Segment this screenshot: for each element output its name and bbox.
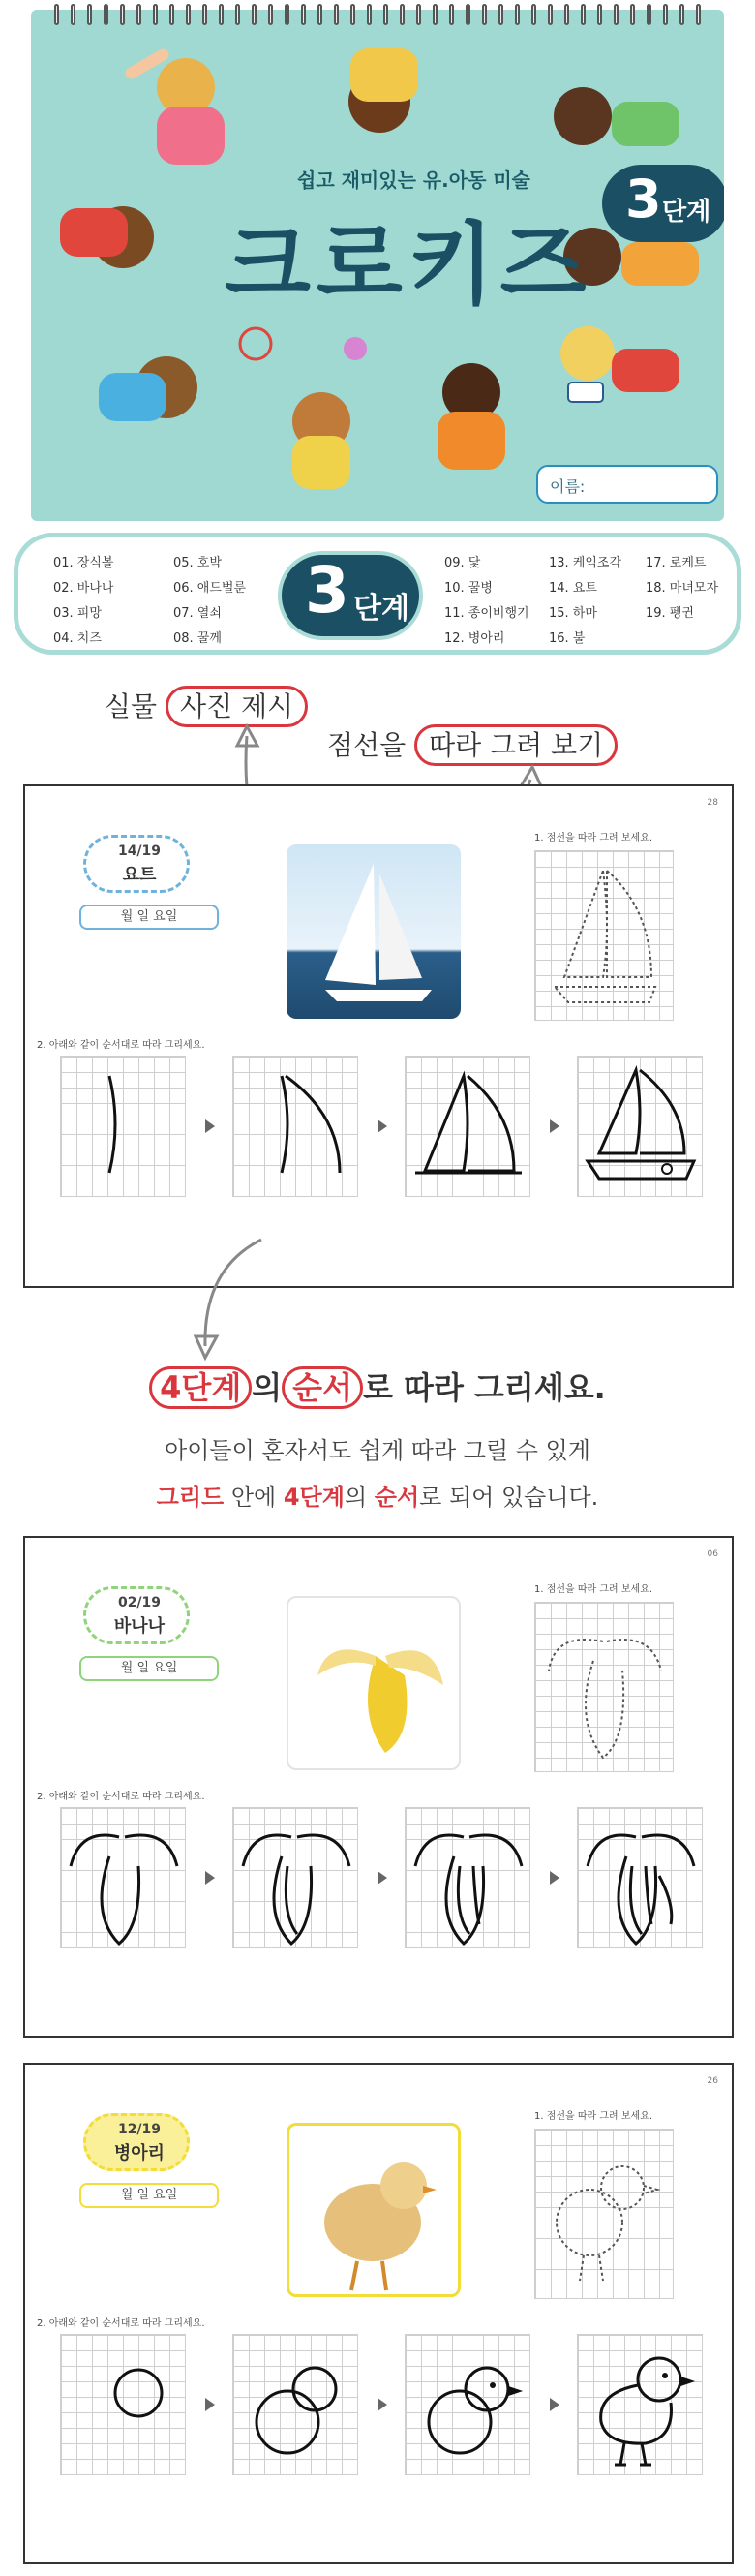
item-name: 병아리 [113, 2143, 166, 2163]
index-item: 08. 꿀께 [173, 631, 222, 646]
flower-doodle [344, 337, 367, 360]
index-item: 02. 바나나 [53, 581, 114, 596]
title-cloud [83, 2113, 190, 2171]
contents-index [14, 533, 741, 655]
step-grid-4[interactable] [577, 1056, 703, 1197]
index-column-2 [173, 551, 246, 652]
step-grid-1[interactable] [60, 1056, 186, 1197]
step-number: 3 [625, 169, 662, 230]
page-number: 06 [707, 1549, 718, 1559]
index-item: 17. 로케트 [646, 556, 707, 570]
highlight-grid: 그리드 [156, 1484, 225, 1511]
item-number: 12/19 [117, 2122, 162, 2137]
heading-text: 의 [252, 1369, 283, 1406]
index-item: 10. 꿀병 [444, 581, 493, 596]
step-grid-4[interactable] [577, 2334, 703, 2475]
yacht-icon [287, 844, 461, 1019]
instruction-trace: 1. 점선을 따라 그려 보세요. [534, 1584, 653, 1595]
step-arrow [205, 1871, 215, 1885]
step-label: 단계 [662, 198, 711, 227]
highlight-order: 순서 [374, 1484, 420, 1511]
step-grid-4[interactable] [577, 1807, 703, 1948]
step-2-drawing [233, 1808, 359, 1949]
index-item: 03. 피망 [53, 606, 102, 621]
step-arrow [378, 1871, 387, 1885]
step-arrow [378, 2398, 387, 2411]
date-field: 월 일 요일 [79, 1656, 219, 1681]
car-doodle [568, 383, 603, 402]
yacht-photo [287, 844, 461, 1019]
annotation-photo-circled: 사진 제시 [166, 686, 308, 727]
index-item: 05. 호박 [173, 556, 222, 570]
annotation-trace-circled: 따라 그려 보기 [414, 724, 618, 766]
cover-title: 크로키즈 [225, 213, 592, 317]
line2-text: 안에 [224, 1484, 284, 1511]
index-item: 18. 마녀모자 [646, 581, 719, 596]
line2-text-rest: 로 되어 있습니다. [419, 1484, 599, 1511]
trace-grid[interactable] [534, 2129, 674, 2299]
index-item: 12. 병아리 [444, 631, 505, 646]
index-item: 04. 치즈 [53, 631, 102, 646]
index-item: 15. 하마 [549, 606, 597, 621]
step-arrow [378, 1119, 387, 1133]
worksheet-chick [23, 2063, 734, 2564]
line2-text: 의 [344, 1484, 375, 1511]
index-item: 19. 펭귄 [646, 606, 694, 621]
annotation-trace-plain: 점선을 [327, 729, 407, 761]
heading-highlight-order: 순서 [282, 1366, 363, 1409]
annotation-photo-plain: 실물 [105, 690, 158, 722]
step-4-drawing [578, 1808, 704, 1949]
kid-illustration [348, 48, 418, 133]
highlight-step: 4단계 [283, 1484, 345, 1511]
middle-line-2 [0, 1478, 755, 1512]
cover-subtitle: 쉽고 재미있는 유.아동 미술 [297, 169, 531, 192]
banana-photo [287, 1596, 461, 1770]
step-grid-3[interactable] [405, 1807, 530, 1948]
index-column-4 [549, 551, 621, 652]
chick-photo [287, 2123, 461, 2297]
title-cloud [83, 835, 190, 893]
kid-illustration [292, 392, 350, 489]
spiral-binding [31, 4, 724, 29]
index-item: 06. 애드벌룬 [173, 581, 247, 596]
date-field: 월 일 요일 [79, 2183, 219, 2208]
step-grid-2[interactable] [232, 1807, 358, 1948]
step-grid-2[interactable] [232, 2334, 358, 2475]
worksheet-banana [23, 1536, 734, 2038]
step-arrow [550, 1871, 559, 1885]
kid-illustration [438, 363, 505, 470]
index-item: 01. 장식볼 [53, 556, 114, 570]
index-item: 16. 불 [549, 631, 586, 646]
index-item: 07. 열쇠 [173, 606, 222, 621]
kid-illustration [99, 356, 197, 421]
step-grid-3[interactable] [405, 2334, 530, 2475]
name-field: 이름: [536, 465, 718, 504]
step-arrow [550, 2398, 559, 2411]
chick-icon [289, 2126, 461, 2297]
middle-heading [0, 1364, 755, 1408]
step-3-drawing [406, 1057, 531, 1198]
index-column-1 [53, 551, 113, 652]
step-2-drawing [233, 1057, 359, 1198]
index-step-number: 3 [305, 553, 349, 628]
kid-illustration [123, 46, 225, 165]
index-item: 13. 케익조각 [549, 556, 622, 570]
trace-grid[interactable] [534, 1602, 674, 1772]
item-number: 14/19 [117, 843, 162, 859]
step-arrow [550, 1119, 559, 1133]
step-arrow [205, 1119, 215, 1133]
page-number: 28 [707, 798, 718, 808]
step-grid-3[interactable] [405, 1056, 530, 1197]
curve-arrow [184, 1230, 300, 1365]
item-number: 02/19 [117, 1595, 162, 1610]
step-grid-1[interactable] [60, 2334, 186, 2475]
step-3-drawing [406, 1808, 531, 1949]
index-item: 14. 요트 [549, 581, 597, 596]
index-step-badge [278, 545, 433, 642]
book-cover [31, 10, 724, 521]
step-1-drawing [61, 2335, 187, 2476]
instruction-steps: 2. 아래와 같이 순서대로 따라 그리세요. [37, 1040, 205, 1051]
kid-illustration [60, 206, 154, 268]
instruction-trace: 1. 점선을 따라 그려 보세요. [534, 2111, 653, 2122]
heading-text-rest: 로 따라 그리세요. [363, 1369, 606, 1406]
step-3-drawing [406, 2335, 531, 2476]
step-arrow [205, 2398, 215, 2411]
instruction-steps: 2. 아래와 같이 순서대로 따라 그리세요. [37, 2318, 205, 2329]
index-item: 09. 닻 [444, 556, 481, 570]
banana-icon [288, 1598, 461, 1770]
middle-line-1: 아이들이 혼자서도 쉽게 따라 그릴 수 있게 [165, 1437, 590, 1464]
dotted-banana-icon [535, 1603, 675, 1773]
instruction-trace: 1. 점선을 따라 그려 보세요. [534, 833, 653, 843]
step-1-drawing [61, 1808, 187, 1949]
dotted-yacht-icon [535, 851, 675, 1022]
step-2-drawing [233, 2335, 359, 2476]
index-column-3 [444, 551, 529, 652]
item-name: 요트 [122, 865, 157, 885]
index-item: 11. 종이비행기 [444, 606, 529, 621]
instruction-steps: 2. 아래와 같이 순서대로 따라 그리세요. [37, 1792, 205, 1802]
step-badge [602, 165, 724, 242]
step-4-drawing [578, 1057, 704, 1198]
trace-grid[interactable] [534, 850, 674, 1021]
step-grid-1[interactable] [60, 1807, 186, 1948]
worksheet-yacht [23, 784, 734, 1288]
page-number: 26 [707, 2076, 718, 2086]
step-grid-2[interactable] [232, 1056, 358, 1197]
title-cloud [83, 1586, 190, 1644]
step-4-drawing [578, 2335, 704, 2476]
kid-illustration [554, 87, 680, 146]
sun-doodle [240, 328, 271, 359]
index-column-5 [646, 551, 718, 627]
heading-highlight-step: 4단계 [149, 1366, 252, 1409]
date-field: 월 일 요일 [79, 905, 219, 930]
step-1-drawing [61, 1057, 187, 1198]
index-step-label: 단계 [353, 592, 409, 626]
item-name: 바나나 [113, 1616, 166, 1637]
dotted-chick-icon [535, 2130, 675, 2300]
